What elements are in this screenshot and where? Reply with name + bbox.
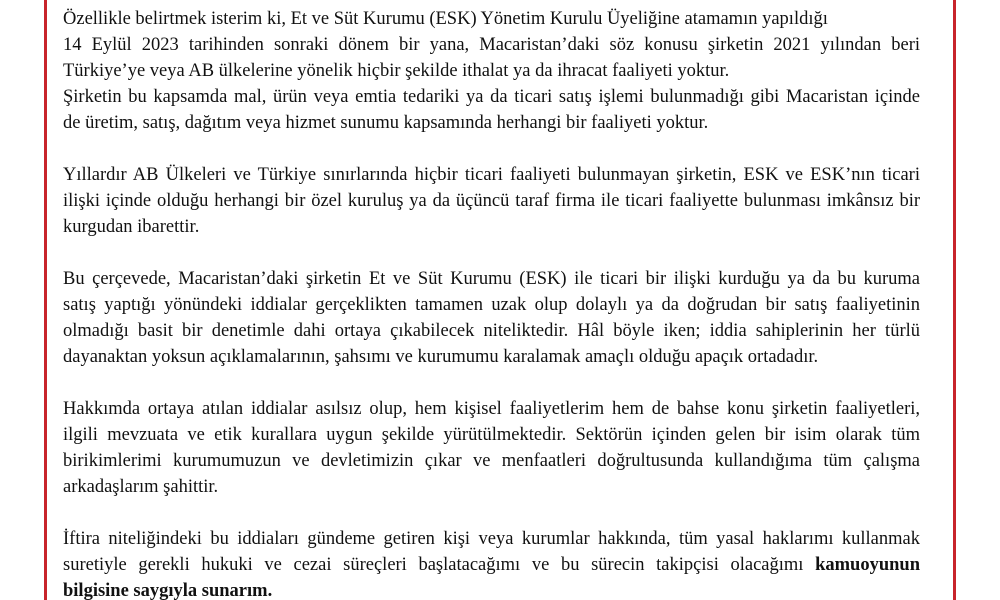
paragraph-line: dayanaktan yoksun açıklamalarının, şahsımı ve kurumumu karalamak amaçlı olduğu apaçık ortadadır. — [63, 347, 819, 367]
paragraph-line: Bu çerçevede, Macaristan’daki şirketin Et ve Süt Kurumu (ESK) ile ticari bir ilişki kurduğu ya da bu kuruma — [63, 269, 920, 289]
paragraph-line: birikimlerimi kurumumuzun ve devletimizin çıkar ve menfaatleri doğrultusunda kullandığıma tüm çalışma — [63, 451, 920, 471]
paragraph-line-text: suretiyle gerekli hukuki ve cezai süreçleri başlatacağımı ve bu sürecin takipçisi olacağımı — [63, 555, 804, 575]
paragraph-line: ilişki içinde olduğu herhangi bir özel kuruluş ya da üçüncü taraf firma ile ticari faaliyette bulunması imkânsız bir — [63, 191, 920, 211]
paragraph-4 — [63, 396, 920, 500]
paragraph-5 — [63, 526, 920, 600]
paragraph-line: İftira niteliğindeki bu iddiaları gündeme getiren kişi veya kurumlar hakkında, tüm yasal haklarımı kullanmak — [63, 529, 920, 549]
paragraph-line: Hakkımda ortaya atılan iddialar asılsız olup, hem kişisel faaliyetlerim hem de bahse konu şirketin faaliyetleri, — [63, 399, 920, 419]
paragraph-3 — [63, 266, 920, 370]
paragraph-line: 14 Eylül 2023 tarihinden sonraki dönem bir yana, Macaristan’daki söz konusu şirketin 2021 yılından beri — [63, 35, 920, 55]
paragraph-line: ilgili mevzuata ve etik kurallara uygun şekilde yürütülmektedir. Sektörün içinden gelen bir isim olarak tüm — [63, 425, 920, 445]
paragraph-line: Yıllardır AB Ülkeleri ve Türkiye sınırlarında hiçbir ticari faaliyeti bulunmayan şirketin, ESK ve ESK’nın ticari — [63, 165, 920, 185]
bold-phrase: kamuoyunun — [815, 555, 920, 575]
paragraph-line: olmadığı basit bir denetimle dahi ortaya çıkabilecek niteliktedir. Hâl böyle iken; iddia sahiplerinin her türlü — [63, 321, 920, 341]
document-body — [63, 6, 920, 600]
paragraph-line: satış yaptığı yönündeki iddialar gerçeklikten tamamen uzak olup dolaylı ya da doğrudan bir satış faaliyetinin — [63, 295, 920, 315]
left-red-border — [44, 0, 47, 600]
paragraph-1 — [63, 6, 920, 136]
paragraph-line-with-bold — [63, 552, 920, 578]
paragraph-line: de üretim, satış, dağıtım veya hizmet sunumu kapsamında herhangi bir faaliyeti yoktur. — [63, 113, 709, 133]
paragraph-line: Özellikle belirtmek isterim ki, Et ve Süt Kurumu (ESK) Yönetim Kurulu Üyeliğine atamamın yapıldığı — [63, 9, 828, 29]
paragraph-line: arkadaşlarım şahittir. — [63, 477, 219, 497]
right-red-border — [953, 0, 956, 600]
closing-bold-line: bilgisine saygıyla sunarım. — [63, 581, 273, 600]
paragraph-2 — [63, 162, 920, 240]
paragraph-line: Şirketin bu kapsamda mal, ürün veya emtia tedariki ya da ticari satış işlemi bulunmadığı gibi Macaristan içinde — [63, 87, 920, 107]
paragraph-line: kurgudan ibarettir. — [63, 217, 200, 237]
paragraph-line: Türkiye’ye veya AB ülkelerine yönelik hiçbir şekilde ithalat ya da ihracat faaliyeti yoktur. — [63, 61, 730, 81]
